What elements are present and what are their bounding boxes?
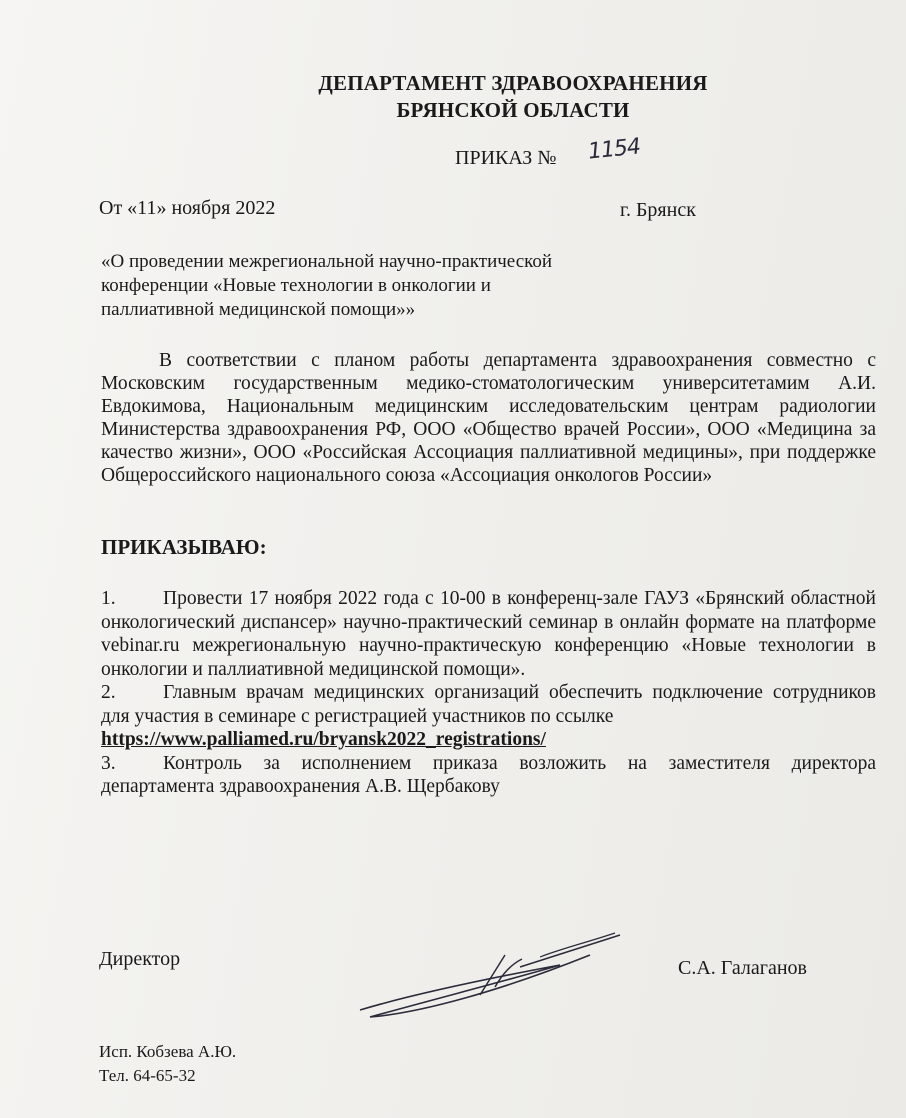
item-number: 3. (101, 752, 116, 774)
item-number: 2. (101, 682, 116, 703)
order-date: От «11» ноября 2022 (99, 197, 276, 219)
order-items (101, 587, 876, 799)
header-line-2: БРЯНСКОЙ ОБЛАСТИ (396, 98, 630, 122)
preamble-paragraph (101, 349, 876, 487)
order-number-handwritten: 1154 (586, 134, 642, 165)
order-city: г. Брянск (620, 199, 696, 221)
signer-title: Директор (99, 948, 181, 970)
handwritten-signature (330, 925, 630, 1035)
executor-phone: Тел. 64-65-32 (99, 1066, 196, 1085)
document-header (0, 70, 906, 124)
item-text: Контроль за исполнением приказа возложить на заместителя директора департамента здравоохранения А.В. Щербакову (101, 752, 876, 797)
preamble-text: В соответствии с планом работы департамента здравоохранения совместно с Московским государственным медико-стоматологическим университетамим А.И. Евдокимова, Национальным медицинским исследовательским центрам радиологии Министерства здравоохранения РФ, ООО «Общество врачей России», ООО «Медицина за качество жизни», ООО «Российская Ассоциация паллиативной медицины», при поддержке Общероссийского национального союза «Ассоциация онкологов России» (101, 350, 876, 486)
signer-name: С.А. Галаганов (678, 957, 807, 979)
order-item (101, 752, 876, 799)
header-line-1: ДЕПАРТАМЕНТ ЗДРАВООХРАНЕНИЯ (318, 71, 708, 95)
subject-line: «О проведении межрегиональной научно-практической (101, 251, 553, 272)
executor-block (99, 1040, 236, 1088)
executor-name: Исп. Кобзева А.Ю. (99, 1042, 237, 1061)
order-subject (101, 250, 552, 322)
subject-line: паллиативной медицинской помощи»» (101, 299, 416, 320)
item-text: Главным врачам медицинских организаций обеспечить подключение сотрудников для участия в семинаре с регистрацией участников по ссылке (101, 682, 876, 727)
orders-heading: ПРИКАЗЫВАЮ: (101, 535, 267, 559)
registration-link[interactable]: https://www.palliamed.ru/bryansk2022_registrations/ (101, 729, 546, 750)
subject-line: конференции «Новые технологии в онкологии и (101, 275, 491, 296)
order-label: ПРИКАЗ № (455, 147, 557, 169)
order-item (101, 587, 876, 681)
item-text: Провести 17 ноября 2022 года с 10-00 в конференц-зале ГАУЗ «Брянский областной онкологический диспансер» научно-практический семинар в онлайн формате на платформе vebinar.ru межрегиональную научно-практическую конференцию «Новые технологии в онкологии и паллиативной медицинской помощи». (101, 588, 876, 680)
item-number: 1. (101, 588, 116, 609)
order-item (101, 681, 876, 752)
